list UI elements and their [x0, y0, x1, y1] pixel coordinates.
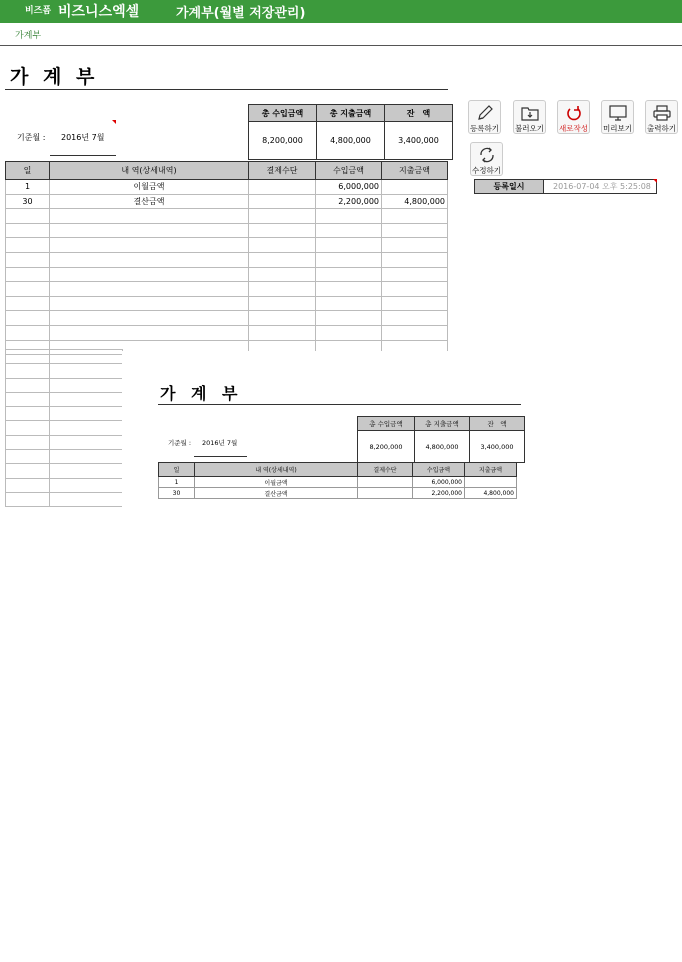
registration-datetime	[474, 179, 657, 194]
total-income-header: 총 수입금액	[249, 105, 317, 122]
register-button-label: 등록하기	[470, 124, 499, 133]
empty-cell[interactable]	[249, 209, 316, 224]
preview-balance-value: 3,400,000	[470, 431, 525, 463]
brand-logo[interactable]: 비즈니스엑셀	[58, 4, 140, 20]
empty-cell[interactable]	[6, 282, 50, 297]
empty-cell[interactable]	[6, 267, 50, 282]
cell-expense[interactable]: 4,800,000	[382, 194, 448, 209]
empty-cell[interactable]	[50, 492, 123, 506]
empty-row	[6, 421, 123, 435]
preview-cell-income: 2,200,000	[413, 488, 465, 499]
empty-row	[6, 435, 123, 449]
empty-cell[interactable]	[50, 282, 249, 297]
empty-cell[interactable]	[50, 421, 123, 435]
empty-cell[interactable]	[249, 325, 316, 340]
empty-row	[6, 209, 448, 224]
empty-cell[interactable]	[50, 350, 123, 364]
preview-col-expense: 지출금액	[465, 463, 517, 477]
empty-cell[interactable]	[6, 364, 50, 378]
preview-title: 가 계 부	[160, 384, 243, 403]
empty-cell[interactable]	[6, 478, 50, 492]
empty-row	[6, 364, 123, 378]
col-payment-header: 결제수단	[249, 162, 316, 180]
empty-cell[interactable]	[6, 492, 50, 506]
monitor-icon	[608, 104, 628, 122]
empty-cell[interactable]	[316, 296, 382, 311]
printer-icon	[652, 104, 672, 122]
empty-cell[interactable]	[316, 325, 382, 340]
empty-cell[interactable]	[50, 478, 123, 492]
total-expense-value[interactable]: 4,800,000	[317, 122, 385, 160]
new-button[interactable]	[557, 100, 590, 134]
empty-cell[interactable]	[50, 392, 123, 406]
preview-cell-day: 30	[159, 488, 195, 499]
empty-cell[interactable]	[6, 378, 50, 392]
empty-cell[interactable]	[50, 296, 249, 311]
empty-cell[interactable]	[6, 238, 50, 253]
sheet-title: 가 계 부	[10, 66, 99, 88]
folder-open-icon	[520, 104, 540, 122]
empty-cell[interactable]	[382, 238, 448, 253]
empty-cell[interactable]	[50, 450, 123, 464]
col-income-header: 수입금액	[316, 162, 382, 180]
empty-row	[6, 252, 448, 267]
empty-cell[interactable]	[6, 407, 50, 421]
ledger-table	[5, 161, 448, 355]
empty-cell[interactable]	[316, 209, 382, 224]
empty-cell[interactable]	[50, 378, 123, 392]
empty-cell[interactable]	[6, 435, 50, 449]
cell-payment[interactable]	[249, 180, 316, 195]
empty-cell[interactable]	[316, 267, 382, 282]
load-button[interactable]	[513, 100, 546, 134]
empty-row	[6, 311, 448, 326]
empty-row	[6, 478, 123, 492]
empty-cell[interactable]	[249, 282, 316, 297]
cell-day[interactable]: 1	[6, 180, 50, 195]
empty-row	[6, 296, 448, 311]
empty-cell[interactable]	[249, 311, 316, 326]
brand-small: 비즈폼	[25, 6, 52, 16]
cell-income[interactable]: 6,000,000	[316, 180, 382, 195]
empty-cell[interactable]	[50, 435, 123, 449]
empty-row	[6, 392, 123, 406]
empty-cell[interactable]	[6, 325, 50, 340]
empty-cell[interactable]	[50, 325, 249, 340]
col-expense-header: 지출금액	[382, 162, 448, 180]
preview-month-label: 기준월 :	[168, 439, 192, 447]
empty-cell[interactable]	[6, 209, 50, 224]
empty-cell[interactable]	[316, 282, 382, 297]
empty-row	[6, 325, 448, 340]
empty-cell[interactable]	[50, 252, 249, 267]
empty-row	[6, 350, 123, 364]
empty-cell[interactable]	[316, 238, 382, 253]
preview-button-label: 미리보기	[603, 124, 632, 133]
empty-row	[6, 450, 123, 464]
empty-cell[interactable]	[50, 407, 123, 421]
empty-cell[interactable]	[382, 311, 448, 326]
empty-cell[interactable]	[6, 311, 50, 326]
cell-detail[interactable]: 이월금액	[50, 180, 249, 195]
empty-cell[interactable]	[6, 450, 50, 464]
col-day-header: 일	[6, 162, 50, 180]
empty-cell[interactable]	[50, 464, 123, 478]
empty-cell[interactable]	[249, 238, 316, 253]
empty-cell[interactable]	[50, 311, 249, 326]
empty-cell[interactable]	[50, 209, 249, 224]
empty-cell[interactable]	[382, 296, 448, 311]
comment-marker	[112, 120, 116, 124]
edit-button[interactable]	[470, 142, 503, 176]
app-title: 가계부(월별 저장관리)	[176, 6, 306, 21]
empty-row	[6, 223, 448, 238]
edit-button-label: 수정하기	[472, 166, 501, 175]
empty-row	[6, 378, 123, 392]
total-income-value[interactable]: 8,200,000	[249, 122, 317, 160]
empty-row	[6, 267, 448, 282]
empty-cell[interactable]	[249, 223, 316, 238]
preview-income-header: 총 수입금액	[358, 417, 415, 431]
registration-label: 등록일시	[475, 180, 544, 193]
preview-cell-expense: 4,800,000	[465, 488, 517, 499]
new-button-label: 새로작성	[559, 124, 588, 133]
empty-cell[interactable]	[249, 296, 316, 311]
empty-cell[interactable]	[249, 267, 316, 282]
empty-row	[6, 464, 123, 478]
cell-day[interactable]: 30	[6, 194, 50, 209]
empty-cell[interactable]	[382, 223, 448, 238]
sync-icon	[477, 146, 497, 164]
cell-detail[interactable]: 결산금액	[50, 194, 249, 209]
table-row	[159, 477, 517, 488]
preview-summary-table	[357, 416, 525, 463]
month-value[interactable]: 2016년 7월	[61, 133, 105, 142]
sheet-tab-budget[interactable]: 가계부	[15, 31, 42, 41]
table-row	[6, 180, 448, 195]
empty-cell[interactable]	[382, 267, 448, 282]
registration-value[interactable]: 2016-07-04 오후 5:25:08	[553, 182, 651, 191]
empty-cell[interactable]	[6, 223, 50, 238]
empty-row	[6, 282, 448, 297]
breadcrumb-bar	[0, 23, 682, 46]
cell-payment[interactable]	[249, 194, 316, 209]
preview-ledger-table	[158, 462, 517, 499]
balance-header: 잔 액	[385, 105, 453, 122]
empty-cell[interactable]	[382, 252, 448, 267]
preview-expense-header: 총 지출금액	[415, 417, 470, 431]
preview-income-value: 8,200,000	[358, 431, 415, 463]
preview-col-income: 수입금액	[413, 463, 465, 477]
preview-cell-day: 1	[159, 477, 195, 488]
empty-cell[interactable]	[50, 238, 249, 253]
empty-cell[interactable]	[6, 350, 50, 364]
print-button-label: 출력하기	[647, 124, 676, 133]
load-button-label: 불러오기	[515, 124, 544, 133]
empty-cell[interactable]	[50, 267, 249, 282]
empty-row	[6, 492, 123, 506]
empty-cell[interactable]	[316, 252, 382, 267]
app-header	[0, 0, 682, 23]
month-underline	[50, 155, 116, 156]
preview-cell-expense	[465, 477, 517, 488]
empty-cell[interactable]	[382, 325, 448, 340]
register-button[interactable]	[468, 100, 501, 134]
preview-title-underline	[158, 404, 521, 405]
ledger-table-continued	[5, 349, 123, 507]
empty-cell[interactable]	[6, 296, 50, 311]
refresh-circle-icon	[564, 104, 584, 122]
preview-cell-payment	[358, 488, 413, 499]
preview-month-underline	[194, 456, 247, 457]
empty-cell[interactable]	[6, 252, 50, 267]
comment-marker	[653, 179, 657, 183]
preview-col-payment: 결제수단	[358, 463, 413, 477]
balance-value[interactable]: 3,400,000	[385, 122, 453, 160]
preview-cell-income: 6,000,000	[413, 477, 465, 488]
preview-balance-header: 잔 액	[470, 417, 525, 431]
preview-col-detail: 내 역(상세내역)	[195, 463, 358, 477]
title-underline	[5, 89, 448, 90]
empty-cell[interactable]	[249, 252, 316, 267]
empty-cell[interactable]	[316, 223, 382, 238]
empty-cell[interactable]	[382, 282, 448, 297]
preview-month-value: 2016년 7월	[202, 439, 238, 447]
table-row	[6, 194, 448, 209]
preview-cell-detail: 이월금액	[195, 477, 358, 488]
empty-cell[interactable]	[50, 364, 123, 378]
summary-table	[248, 104, 453, 160]
empty-cell[interactable]	[50, 223, 249, 238]
cell-income[interactable]: 2,200,000	[316, 194, 382, 209]
month-label: 기준월 :	[17, 133, 46, 142]
empty-cell[interactable]	[6, 421, 50, 435]
pencil-icon	[475, 104, 495, 122]
preview-col-day: 일	[159, 463, 195, 477]
empty-cell[interactable]	[382, 209, 448, 224]
col-detail-header: 내 역(상세내역)	[50, 162, 249, 180]
preview-expense-value: 4,800,000	[415, 431, 470, 463]
preview-button[interactable]	[601, 100, 634, 134]
cell-expense[interactable]	[382, 180, 448, 195]
preview-cell-payment	[358, 477, 413, 488]
empty-cell[interactable]	[6, 392, 50, 406]
empty-cell[interactable]	[6, 464, 50, 478]
empty-row	[6, 238, 448, 253]
total-expense-header: 총 지출금액	[317, 105, 385, 122]
preview-cell-detail: 결산금액	[195, 488, 358, 499]
empty-row	[6, 407, 123, 421]
empty-cell[interactable]	[316, 311, 382, 326]
table-row	[159, 488, 517, 499]
print-button[interactable]	[645, 100, 678, 134]
